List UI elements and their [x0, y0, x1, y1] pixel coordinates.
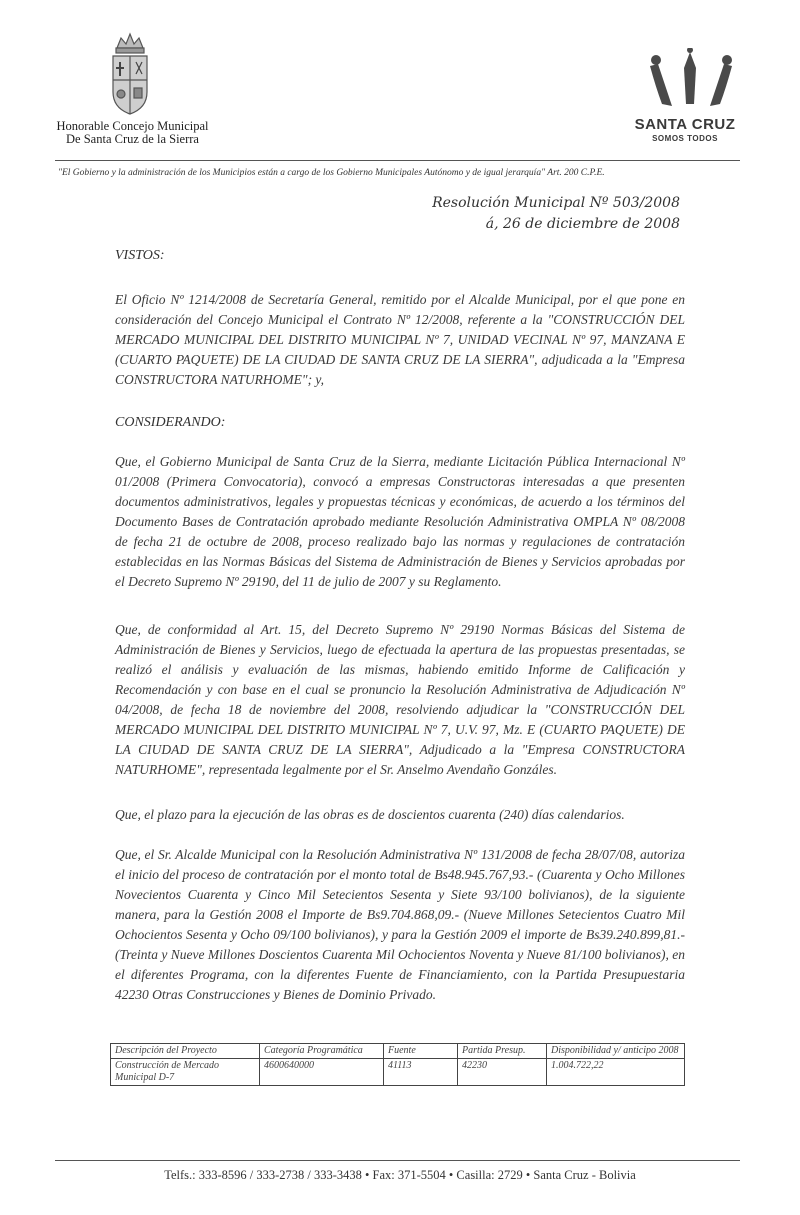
- table-header-row: [111, 1044, 685, 1059]
- table-header-cell: Fuente: [384, 1044, 458, 1059]
- table-header-cell: Partida Presup.: [458, 1044, 547, 1059]
- table-header-cell: Categoría Programática: [260, 1044, 384, 1059]
- coat-of-arms-logo: [103, 30, 157, 120]
- table-cell: 42230: [458, 1059, 547, 1086]
- considerando-paragraph-1: Que, el Gobierno Municipal de Santa Cruz de la Sierra, mediante Licitación Pública Internacional Nº 01/2008 (Primera Convocatoria), convocó a empresas Constructoras interesadas a que presenten documentos administrativos, legales y propuestas técnicas y económicas, de acuerdo a los términos del Documento Bases de Contratación aprobado mediante Resolución Administrativa OMPLA Nº 08/2008 de fecha 21 de octubre de 2008, proceso realizado bajo las normas y regulaciones de contratación establecidas en las Normas Básicas del Sistema de Administración de Bienes y Servicios aprobadas por el Decreto Supremo Nº 29190, del 11 de julio de 2007 y su Reglamento.: [115, 454, 685, 589]
- vistos-paragraph: El Oficio Nº 1214/2008 de Secretaría General, remitido por el Alcalde Municipal, por el que pone en consideración del Concejo Municipal el Contrato Nº 12/2008, referente a la "CONSTRUCCIÓN DEL MERCADO MUNICIPAL DEL DISTRITO MUNICIPAL Nº 7, UNIDAD VECINAL Nº 97, MANZANA E (CUARTO PAQUETE) DE LA CIUDAD DE SANTA CRUZ DE LA SIERRA", adjudicada a la "Empresa CONSTRUCTORA NATURHOME"; y,: [115, 292, 685, 387]
- table-cell: 4600640000: [260, 1059, 384, 1086]
- resolution-date: á, 26 de diciembre de 2008: [485, 216, 680, 232]
- brand-name: SANTA CRUZ: [634, 116, 736, 133]
- council-name-line1: Honorable Concejo Municipal: [56, 119, 209, 133]
- table-row: [111, 1059, 685, 1086]
- considerando-paragraph-4: Que, el Sr. Alcalde Municipal con la Resolución Administrativa Nº 131/2008 de fecha 28/07/08, autoriza el inicio del proceso de contratación por el monto total de Bs48.945.767,93.- (Cuarenta y Ocho Millones Novecientos Cuarenta y Cinco Mil Setecientos Sesenta y Siete 93/100 bolivianos), de la siguiente manera, para la Gestión 2008 el Importe de Bs9.704.868,09.- (Nueve Millones Setecientos Cuatro Mil Ochocientos Sesenta y Ocho 09/100 bolivianos), y para la Gestión 2009 el importe de Bs39.240.899,81.- (Treinta y Nueve Millones Doscientos Cuarenta Mil Ochocientos Noventa y Nueve 81/100 bolivianos), en el diferentes Programa, con la diferentes Fuente de Financiamiento, con la Partida Presupuestaria 42230 Otras Construcciones y Bienes de Dominio Privado.: [115, 847, 685, 1002]
- table-header-cell: Descripción del Proyecto: [111, 1044, 260, 1059]
- santa-cruz-logo: [632, 48, 752, 148]
- footer-divider: [55, 1160, 740, 1161]
- table-cell: Construcción de Mercado Municipal D-7: [111, 1059, 260, 1086]
- footer-contact: Telfs.: 333-8596 / 333-2738 / 333-3438 • Fax: 371-5504 • Casilla: 2729 • Santa Cruz - Bolivia: [164, 1168, 636, 1182]
- header-divider: [55, 160, 740, 161]
- considerando-paragraph-2: Que, de conformidad al Art. 15, del Decreto Supremo Nº 29190 Normas Básicas del Sistema de Administración de Bienes y Servicios, luego de efectuada la apertura de las propuestas presentadas, se realizó el análisis y evaluación de las mismas, habiendo emitido Informe de Calificación y Recomendación y con base en el cual se pronuncio la Resolución Administrativa de Adjudicación Nº 04/2008, de fecha 18 de noviembre del 2008, resolviendo adjudicar la "CONSTRUCCIÓN DEL MERCADO MUNICIPAL DEL DISTRITO MUNICIPAL Nº 7, U.V. 97, Mz. E (CUARTO PAQUETE) DE LA CIUDAD DE SANTA CRUZ DE LA SIERRA", Adjudicado a la "Empresa CONSTRUCTORA NATURHOME", representada legalmente por el Sr. Anselmo Avendaño Gonzáles.: [115, 622, 685, 777]
- constitution-quote: "El Gobierno y la administración de los Municipios están a cargo de los Gobierno Municipales Autónomo y de igual jerarquía" Art. 200 C.P.E.: [58, 168, 605, 178]
- table-header-cell: Disponibilidad y/ anticipo 2008: [547, 1044, 685, 1059]
- considerando-heading: CONSIDERANDO:: [115, 415, 226, 430]
- considerando-paragraph-3: Que, el plazo para la ejecución de las obras es de doscientos cuarenta (240) días calendarios.: [115, 807, 625, 822]
- table-cell: 41113: [384, 1059, 458, 1086]
- table-cell: 1.004.722,22: [547, 1059, 685, 1086]
- brand-tagline: SOMOS TODOS: [652, 134, 718, 143]
- council-name-line2: De Santa Cruz de la Sierra: [66, 132, 199, 146]
- council-name: [50, 120, 215, 146]
- budget-table: [110, 1043, 685, 1086]
- resolution-number: Resolución Municipal Nº 503/2008: [432, 195, 680, 211]
- vistos-heading: VISTOS:: [115, 248, 165, 263]
